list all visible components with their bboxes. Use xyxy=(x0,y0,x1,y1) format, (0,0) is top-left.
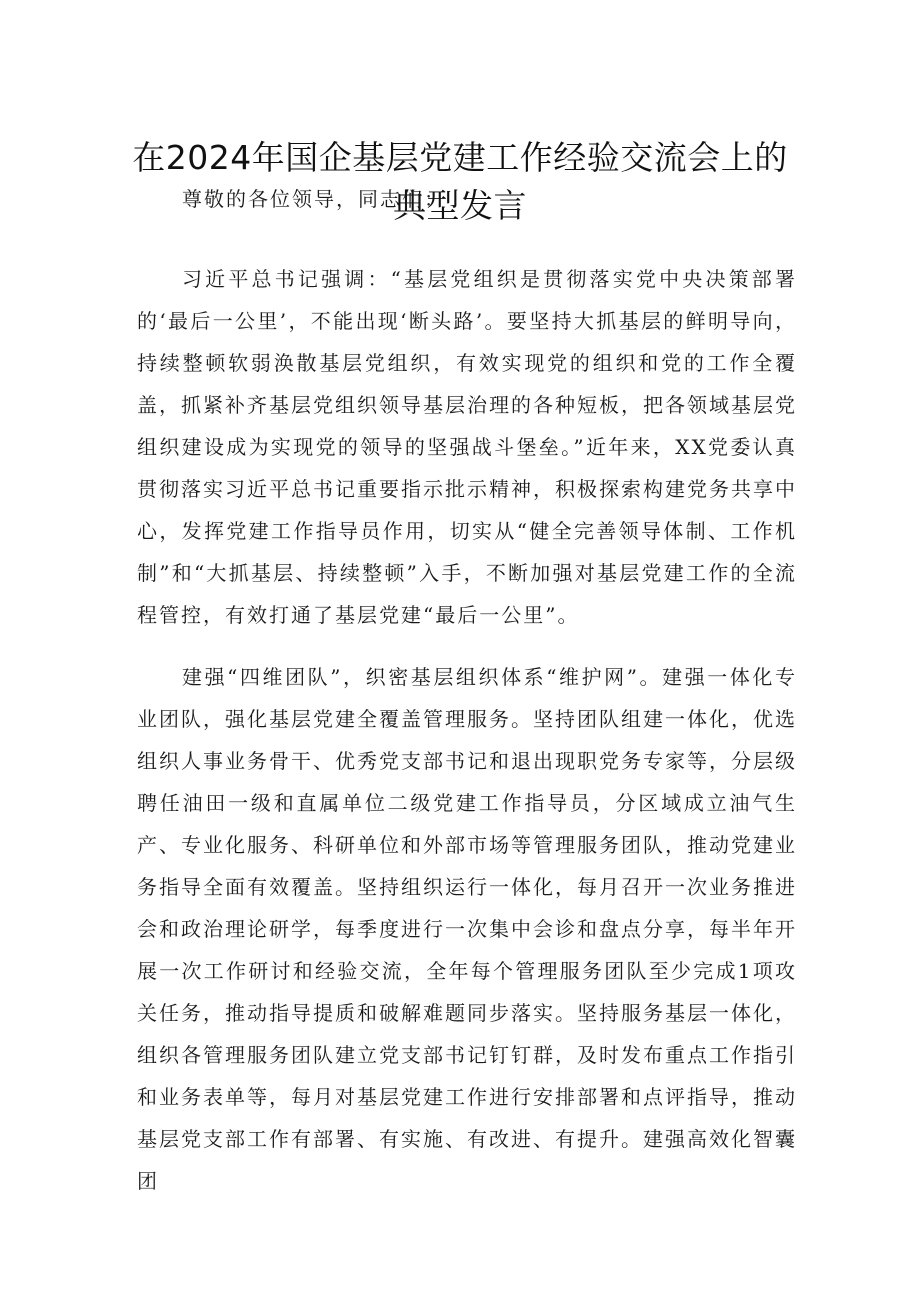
paragraph-intro: 习近平总书记强调：“基层党组织是贯彻落实党中央决策部署的‘最后一公里’，不能出现‘断头路’。要坚持大抓基层的鲜明导向，持续整顿软弱涣散基层党组织，有效实现党的组织和党的工作全覆盖，抓紧补齐基层党组织领导基层治理的各种短板，把各领域基层党组织建设成为实现党的领导的坚强战斗堡垒。”近年来，XX党委认真贯彻落实习近平总书记重要指示批示精神，积极探索构建党务共享中心，发挥党建工作指导员作用，切实从“健全完善领导体制、工作机制”和“大抓基层、持续整顿”入手，不断加强对基层党建工作的全流程管控，有效打通了基层党建“最后一公里”。 xyxy=(137,267,797,627)
paragraph-four-dimension-team: 建强“四维团队”，织密基层组织体系“维护网”。建强一体化专业团队，强化基层党建全覆盖管理服务。坚持团队组建一体化，优选组织人事业务骨干、优秀党支部书记和退出现职党务专家等，分层级聘任油田一级和直属单位二级党建工作指导员，分区域成立油气生产、专业化服务、科研单位和外部市场等管理服务团队，推动党建业务指导全面有效覆盖。坚持组织运行一体化，每月召开一次业务推进会和政治理论研学，每季度进行一次集中会诊和盘点分享，每半年开展一次工作研讨和经验交流，全年每个管理服务团队至少完成1项攻关任务，推动指导提质和破解难题同步落实。坚持服务基层一体化，组织各管理服务团队建立党支部书记钉钉群，及时发布重点工作指引和业务表单等，每月对基层党建工作进行安排部署和点评指导，推动基层党支部工作有部署、有实施、有改进、有提升。建强高效化智囊团 xyxy=(137,665,797,1193)
title-line-1: 在2024年国企基层党建工作经验交流会上的 xyxy=(132,138,788,178)
title-line-2: 典型发言 xyxy=(393,186,527,226)
salutation: 尊敬的各位领导，同志们： xyxy=(182,187,446,211)
